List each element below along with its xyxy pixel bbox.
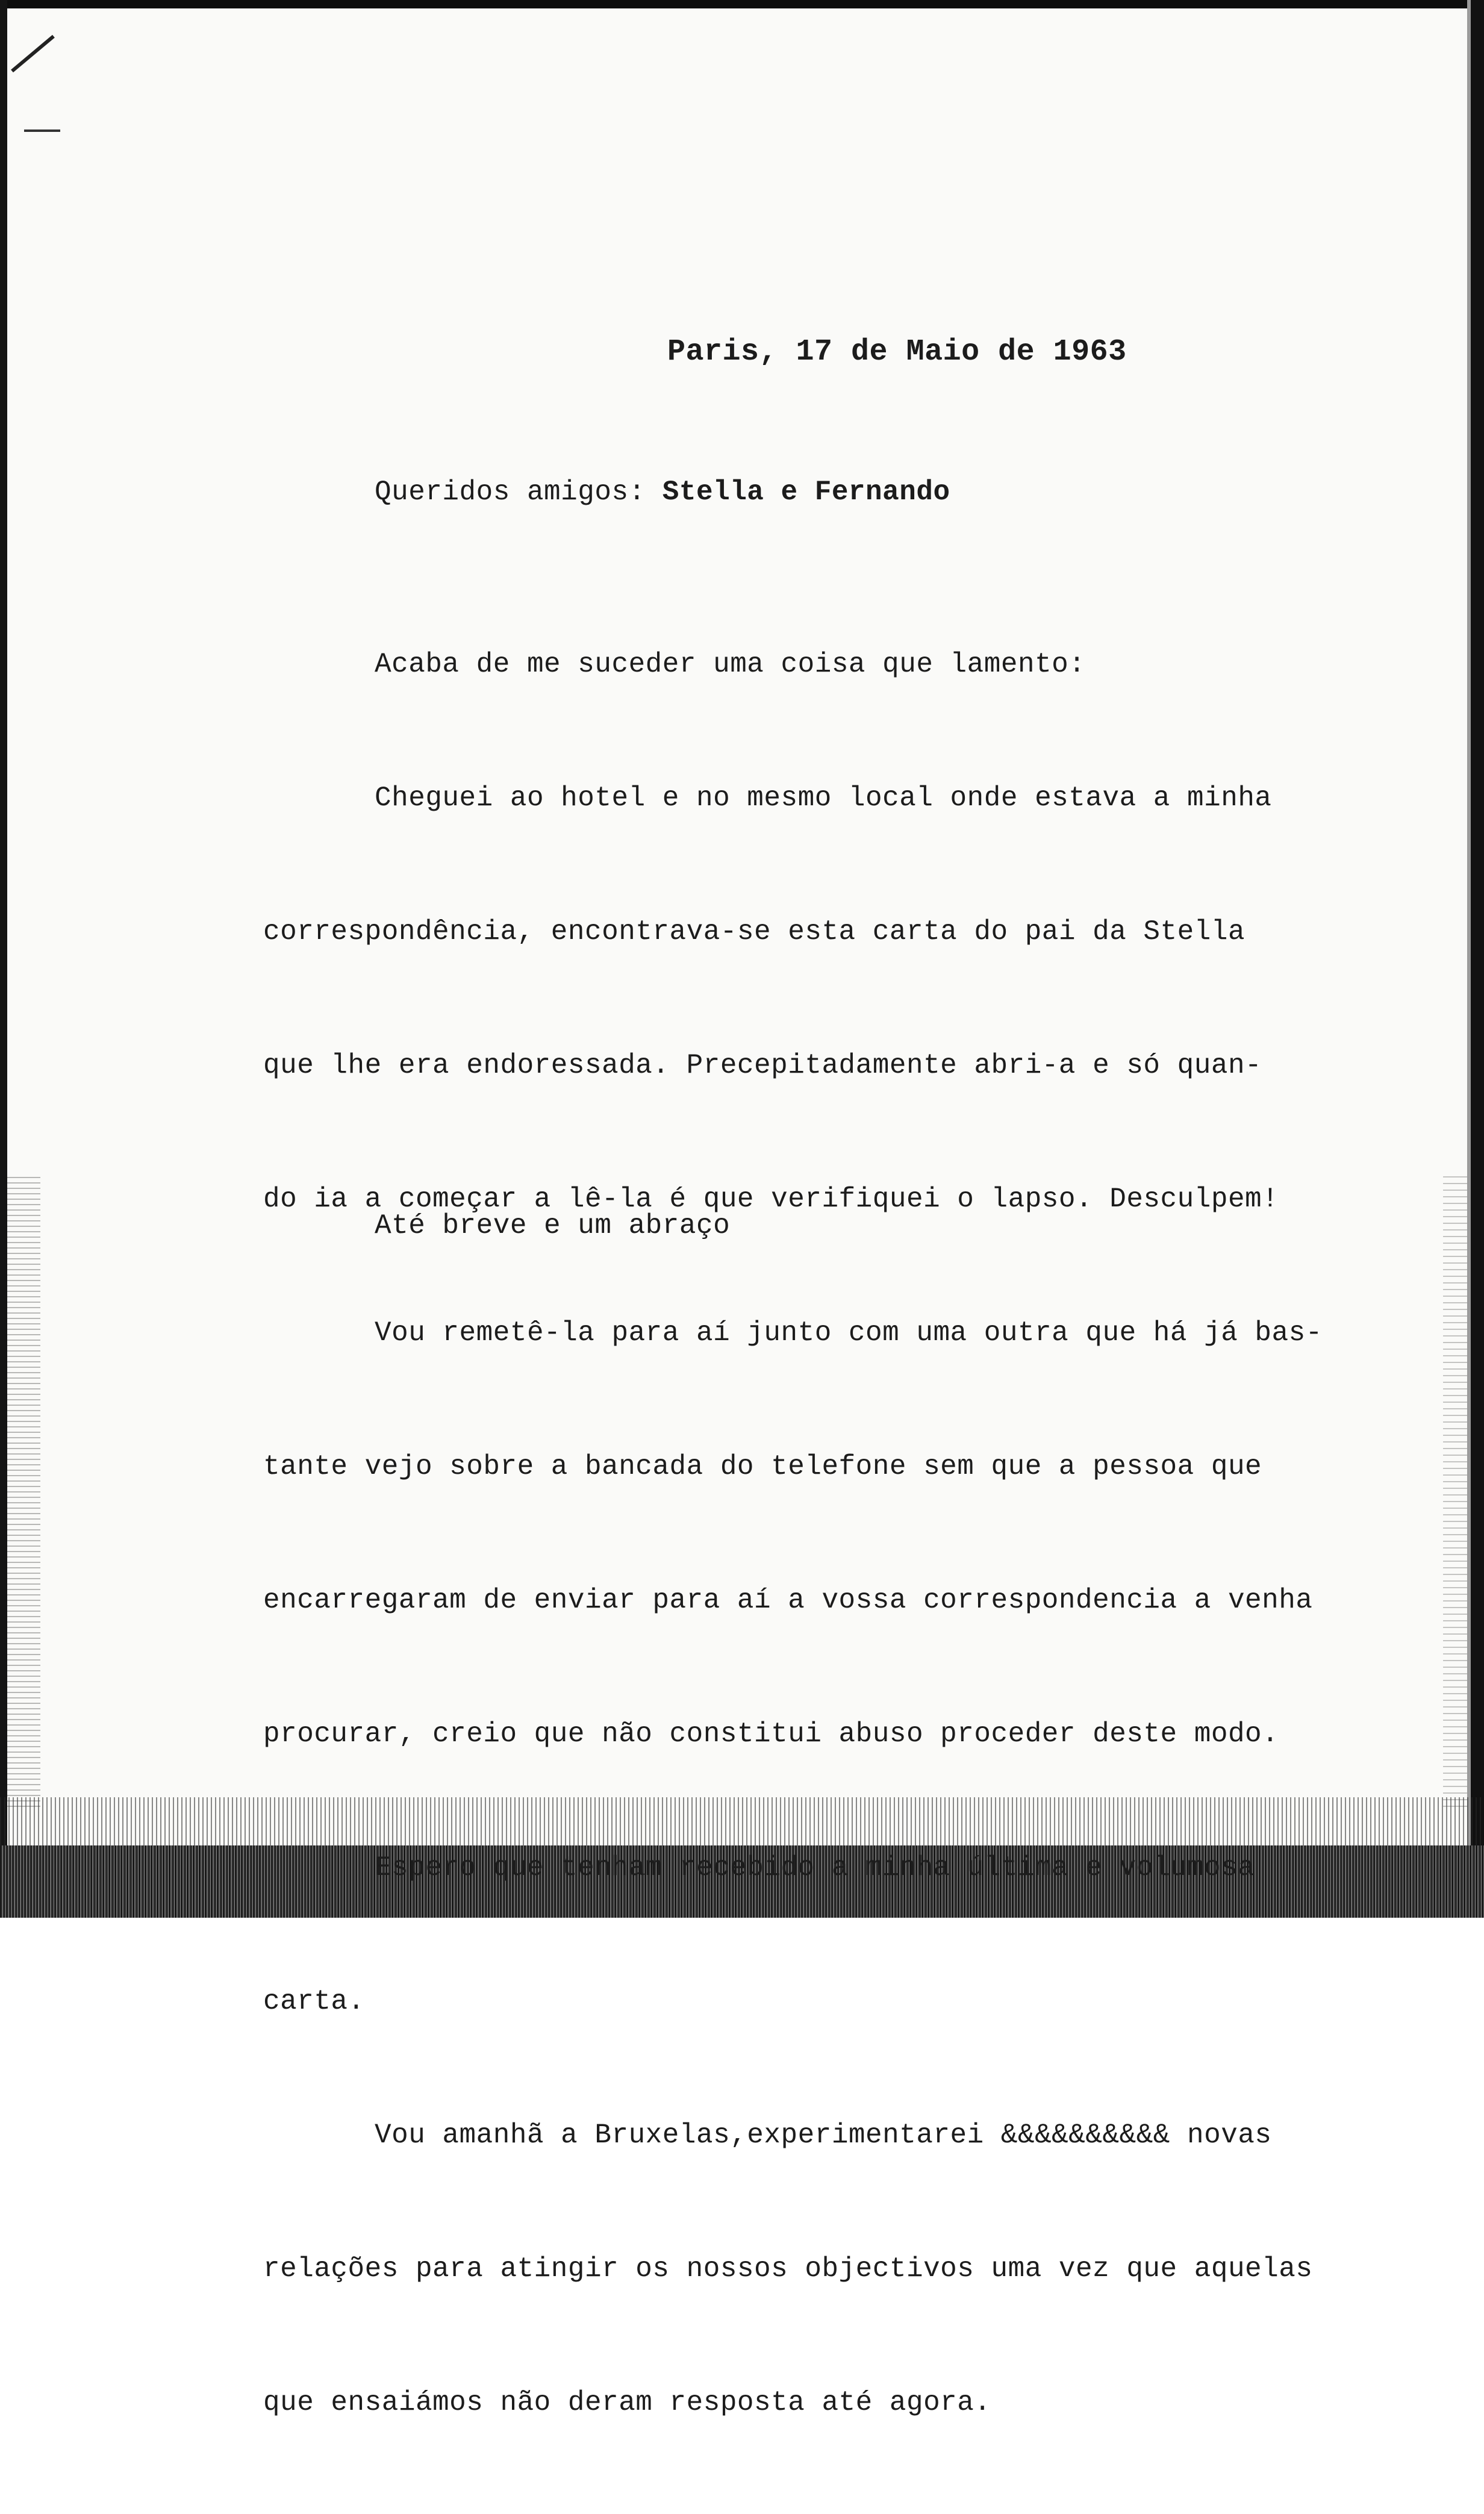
- scan-noise-right: [1443, 1174, 1467, 1807]
- body-line: carta.: [263, 1986, 365, 2017]
- letter-body: [263, 553, 1408, 2514]
- body-line: Vou remetê-la para aí junto com uma outra que há já bas-: [375, 1317, 1323, 1349]
- body-line: tante vejo sobre a bancada do telefone sem que a pessoa que: [263, 1451, 1262, 1482]
- body-line: que ensaiámos não deram resposta até agora.: [263, 2387, 991, 2418]
- salutation-prefix: Queridos amigos:: [375, 476, 662, 508]
- letter-salutation: [375, 470, 950, 514]
- body-line: Cheguei ao hotel e no mesmo local onde estava a minha: [375, 782, 1272, 814]
- body-line: do ia a começar a lê-la é que verifiquei o lapso. Desculpem!: [263, 1184, 1279, 1215]
- body-line: correspondência, encontrava-se esta carta do pai da Stella: [263, 916, 1246, 947]
- salutation-names: Stella e Fernando: [662, 476, 950, 508]
- body-line: Espero que tenham recebido a minha última e volumosa: [375, 1852, 1255, 1883]
- body-line: encarregaram de enviar para aí a vossa correspondencia a venha: [263, 1585, 1313, 1616]
- body-line: procurar, creio que não constitui abuso proceder deste modo.: [263, 1718, 1279, 1750]
- scan-edge-top: [0, 0, 1484, 8]
- letter-date: Paris, 17 de Maio de 1963: [667, 335, 1127, 369]
- body-line: Acaba de me suceder uma coisa que lamento:: [375, 649, 1086, 680]
- scan-edge-left: [0, 0, 7, 1918]
- letter-closing: Até breve e um abraço: [375, 1210, 731, 1241]
- body-line: relações para atingir os nossos objectivos uma vez que aquelas: [263, 2253, 1313, 2285]
- pen-mark: [24, 129, 60, 132]
- body-line: Vou amanhã a Bruxelas,experimentarei &&&&&&&&&& novas: [375, 2119, 1272, 2151]
- scan-noise-left: [7, 1174, 40, 1807]
- scan-edge-right: [1471, 0, 1484, 1918]
- pen-mark: [11, 35, 55, 72]
- body-line: que lhe era endoressada. Precepitadamente abri-a e só quan-: [263, 1050, 1262, 1081]
